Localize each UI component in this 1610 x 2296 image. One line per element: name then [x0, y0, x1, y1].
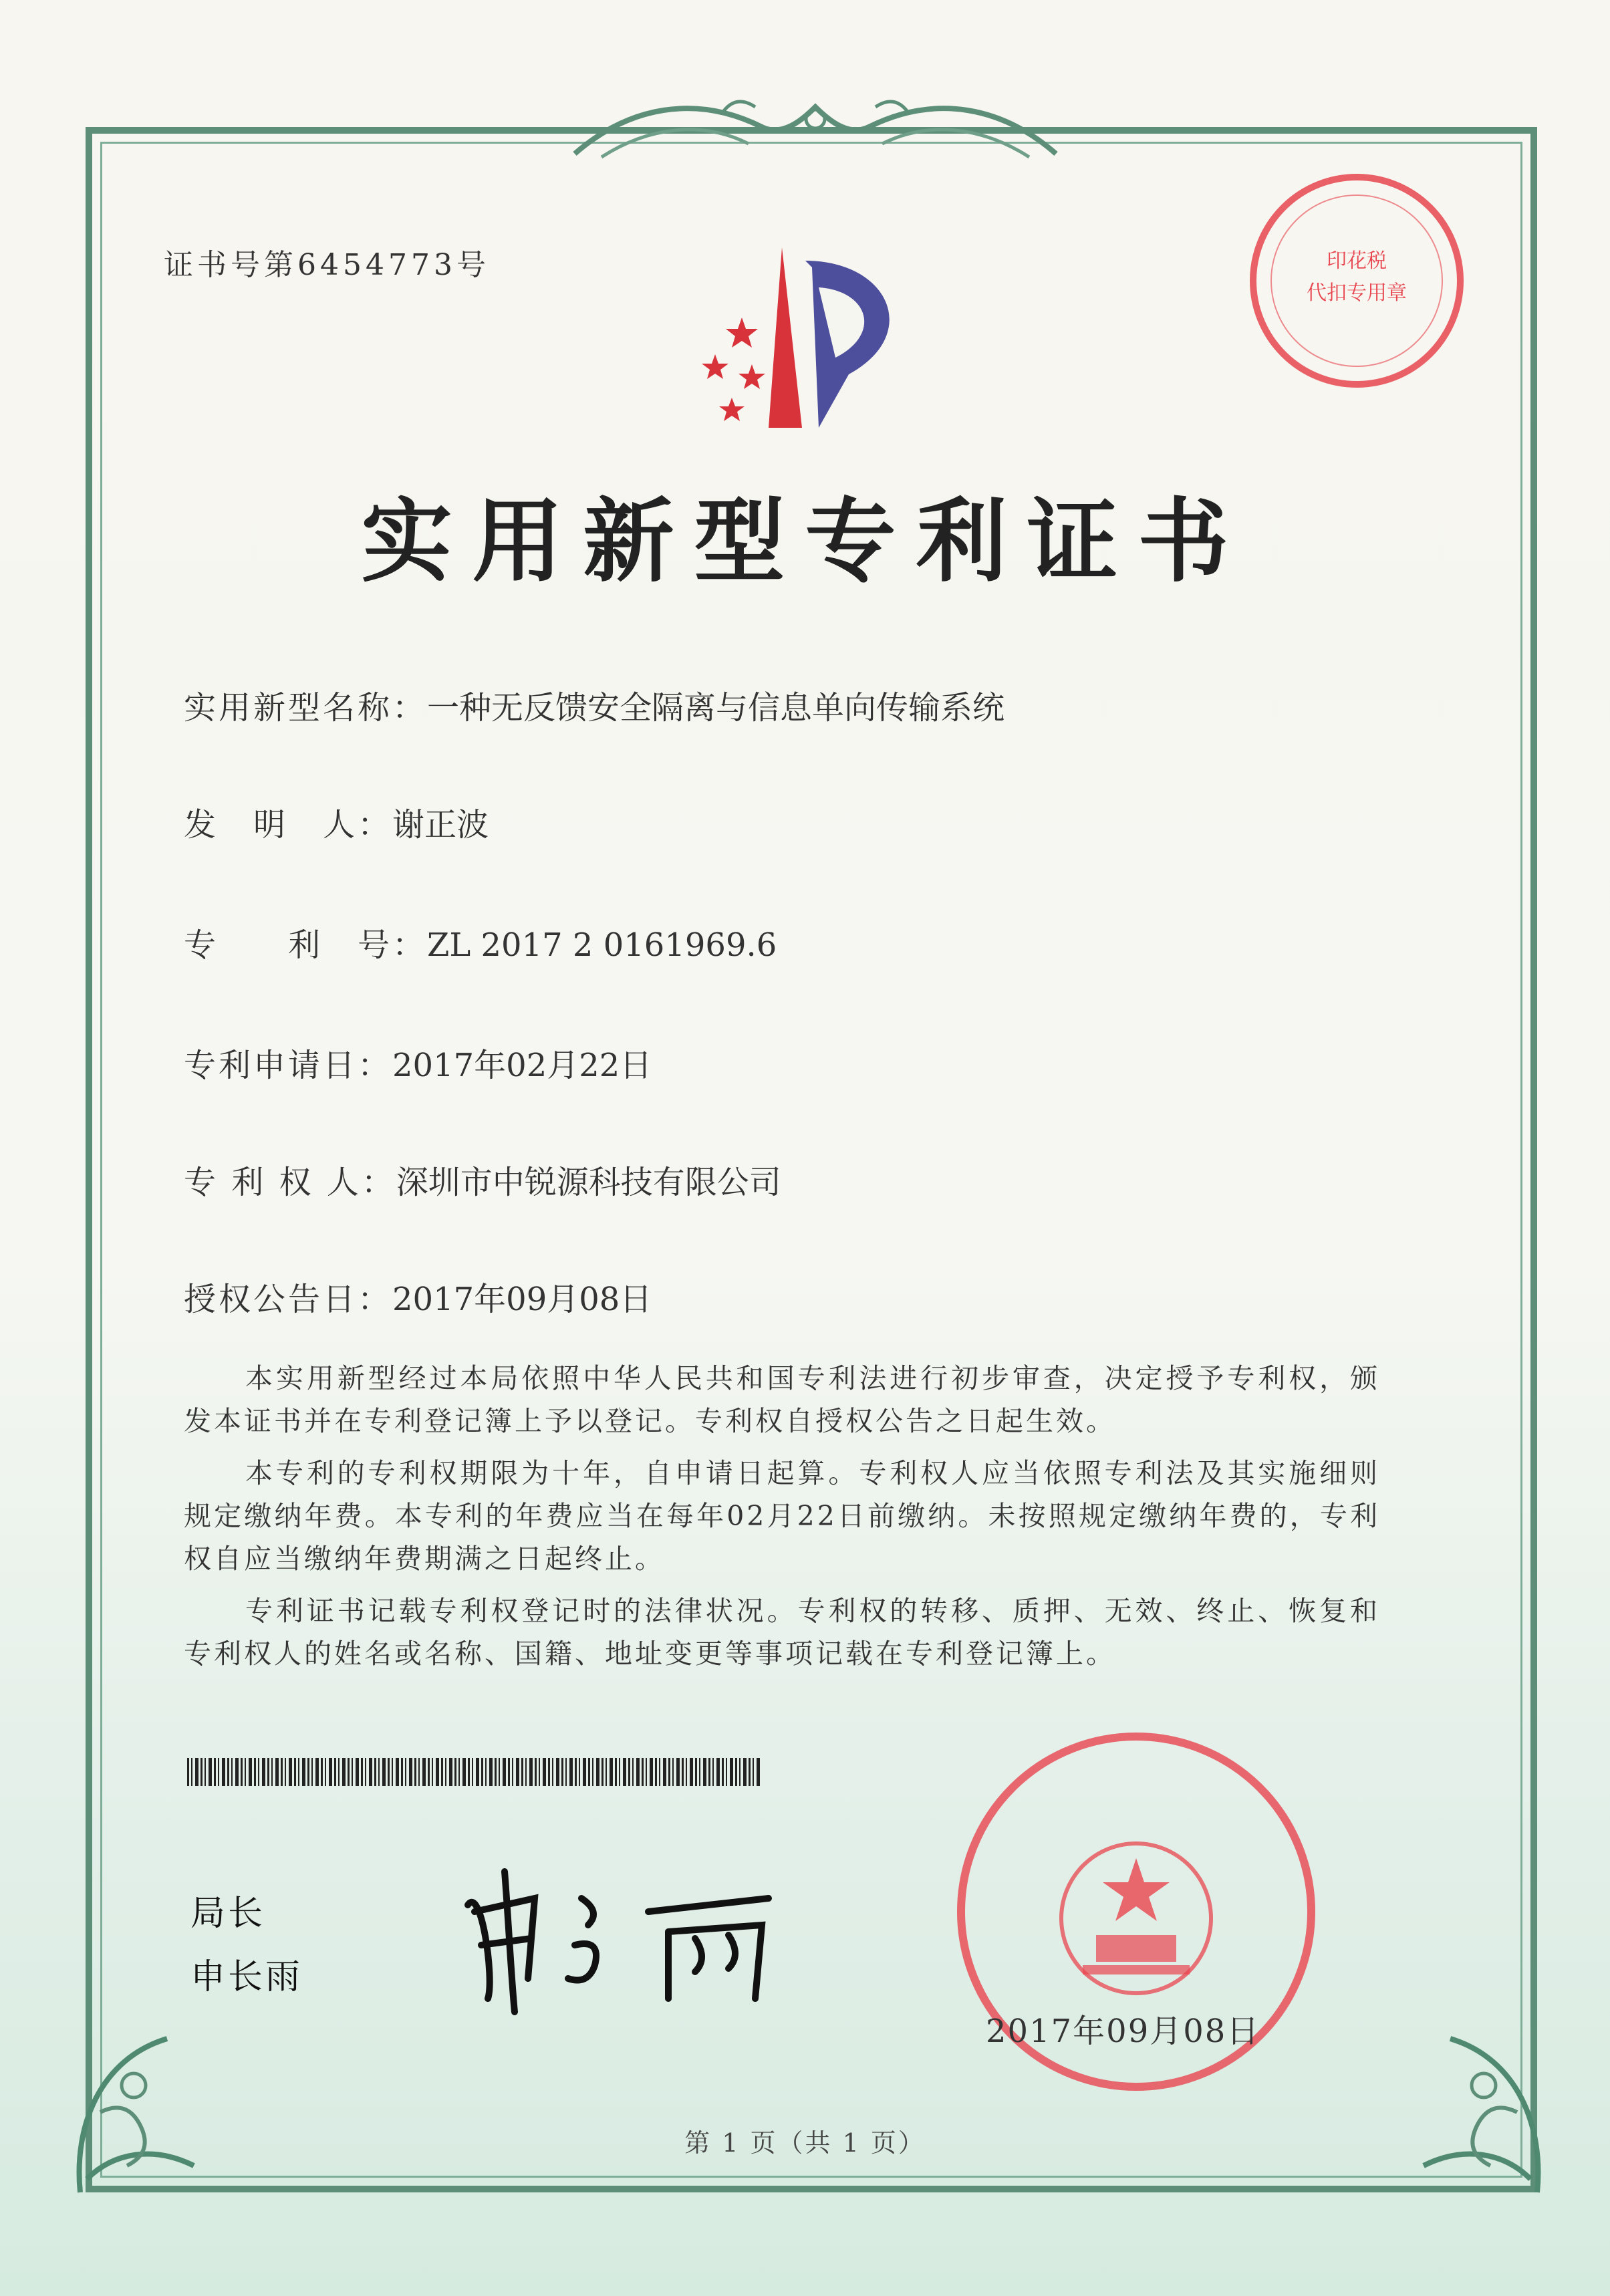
barcode: [187, 1758, 762, 1786]
field-utility-model-name: [184, 682, 1004, 728]
field-inventor: [184, 799, 489, 845]
bottom-left-ornament: [60, 1979, 287, 2206]
body-paragraph: 本实用新型经过本局依照中华人民共和国专利法进行初步审查，决定授予专利权，颁发本证书并在专利登记簿上予以登记。专利权自授权公告之日起生效。: [184, 1362, 1380, 1437]
field-value: ZL 2017 2 0161969.6: [427, 926, 777, 964]
issue-date: 2017年09月08日: [986, 2013, 1260, 2050]
page-number: 第 1 页（共 1 页）: [684, 2128, 926, 2158]
field-label: 专 利 号：: [184, 926, 428, 964]
certificate-number: 证书号第6454773号: [164, 248, 490, 282]
field-grant-date: [184, 1273, 652, 1319]
tax-stamp-seal: [1243, 167, 1470, 394]
field-patent-number: [184, 919, 777, 965]
field-value: 谢正波: [392, 806, 489, 844]
director-title: 局长: [190, 1894, 266, 1934]
field-value: 2017年09月08日: [392, 1281, 652, 1318]
field-label: 专利申请日：: [184, 1047, 393, 1084]
tax-stamp-line-2: 代扣专用章: [1307, 281, 1407, 305]
field-label: 专 利 权 人：: [184, 1164, 396, 1201]
field-label: 授权公告日：: [184, 1281, 393, 1318]
patent-office-logo: [668, 241, 936, 441]
certificate-body: [184, 1357, 1380, 1684]
field-label: 发 明 人：: [184, 806, 393, 844]
director-name: 申长雨: [190, 1957, 303, 1997]
field-value: 一种无反馈安全隔离与信息单向传输系统: [427, 689, 1005, 727]
body-paragraph: 本专利的专利权期限为十年，自申请日起算。专利权人应当依照专利法及其实施细则规定缴纳年费。本专利的年费应当在每年02月22日前缴纳。未按照规定缴纳年费的，专利权自应当缴纳年费期满之日起终止。: [184, 1457, 1380, 1575]
top-ornament: [548, 80, 1083, 167]
bottom-right-ornament: [1330, 1979, 1557, 2206]
field-label: 实用新型名称：: [184, 689, 428, 727]
body-paragraph: 专利证书记载专利权登记时的法律状况。专利权的转移、质押、无效、终止、恢复和专利权人的姓名或名称、国籍、地址变更等事项记载在专利登记簿上。: [184, 1595, 1380, 1670]
director-signature: [454, 1845, 829, 2019]
certificate-title: 实用新型专利证书: [361, 488, 1249, 595]
field-application-date: [184, 1039, 652, 1086]
field-value: 深圳市中锐源科技有限公司: [396, 1164, 781, 1201]
field-patentee: [184, 1156, 781, 1202]
tax-stamp-line-1: 印花税: [1327, 249, 1387, 273]
field-value: 2017年02月22日: [392, 1047, 652, 1084]
